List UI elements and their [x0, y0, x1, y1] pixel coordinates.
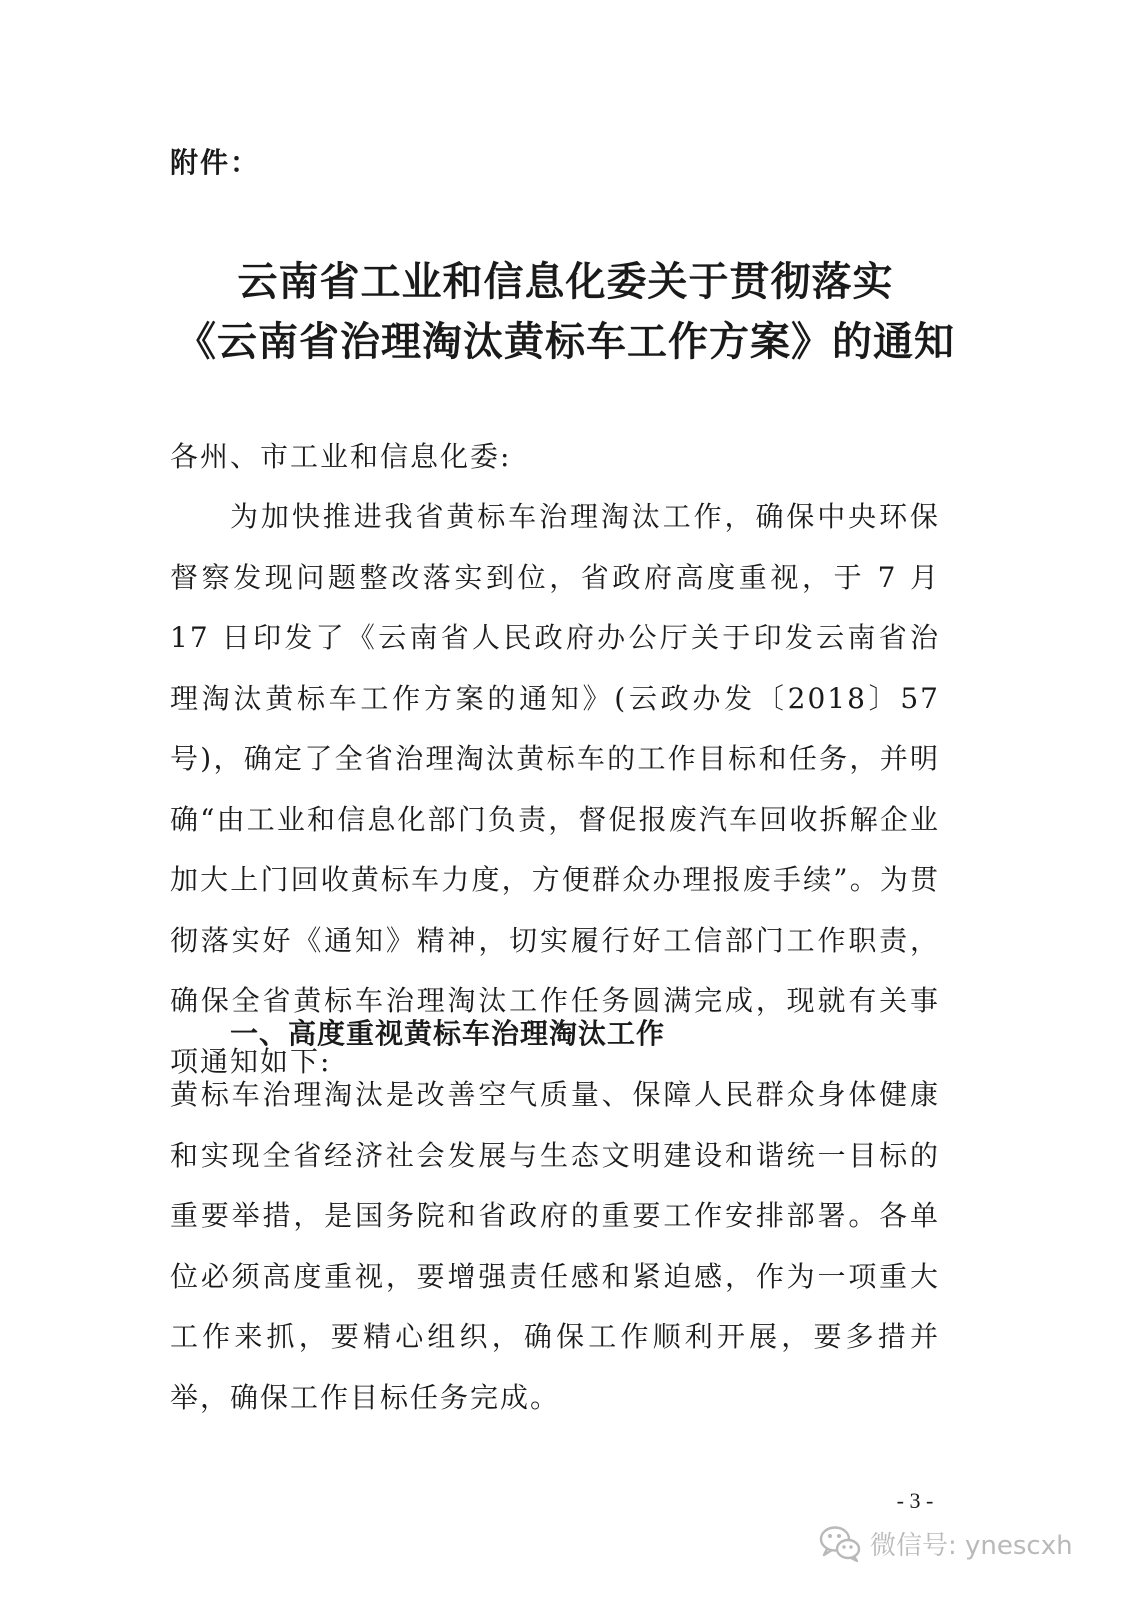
watermark-text: 微信号: ynescxh [870, 1530, 1073, 1561]
attachment-label: 附件： [170, 146, 261, 179]
salutation: 各州、市工业和信息化委: [170, 440, 512, 473]
section-paragraph: 黄标车治理淘汰是改善空气质量、保障人民群众身体健康和实现全省经济社会发展与生态文明建设和谐统一目标的重要举措，是国务院和省政府的重要工作安排部署。各单位必须高度重视，要增强责任感和紧迫感，作为一项重大工作来抓，要精心组织，确保工作顺利开展，要多措并举，确保工作目标任务完成。 [170, 1078, 940, 1414]
page-number: - 3 - [896, 1488, 934, 1513]
document-title-line1: 云南省工业和信息化委关于贯彻落实 [237, 258, 894, 305]
document-title-line2: 《云南省治理淘汰黄标车工作方案》的通知 [176, 318, 955, 365]
wechat-icon [818, 1523, 862, 1563]
intro-paragraph: 为加快推进我省黄标车治理淘汰工作，确保中央环保督察发现问题整改落实到位，省政府高度重视，于 7 月 17 日印发了《云南省人民政府办公厅关于印发云南省治理淘汰黄标车工作方案的通知》(云政办发〔2018〕57 号)，确定了全省治理淘汰黄标车的工作目标和任务，并明确“由工业和信息化部门负责，督促报废汽车回收拆解企业加大上门回收黄标车力度，方便群众办理报废手续”。为贯彻落实好《通知》精神，切实履行好工信部门工作职责，确保全省黄标车治理淘汰工作任务圆满完成，现就有关事项通知如下: [170, 500, 940, 1078]
wechat-watermark [818, 1520, 1073, 1566]
section-heading: 一、高度重视黄标车治理淘汰工作 [230, 1017, 666, 1050]
